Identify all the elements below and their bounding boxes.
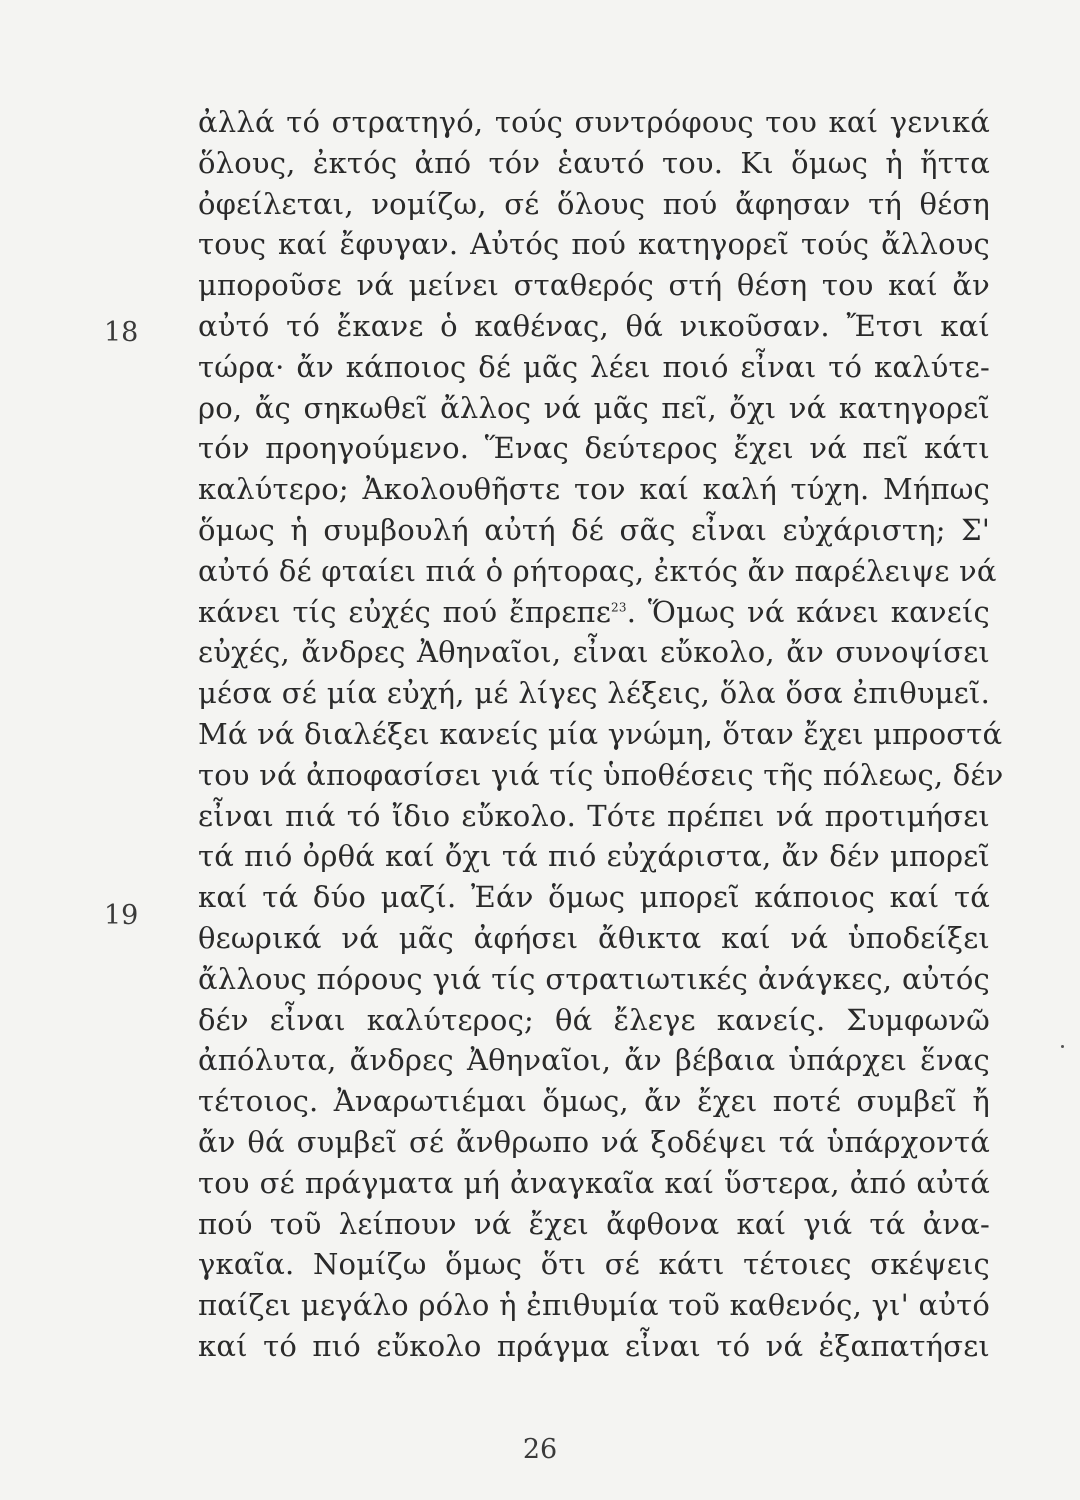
text-line: ὅμως ἡ συμβουλή αὐτή δέ σᾶς εἶναι εὐχάριστη; Σ' [198, 512, 990, 547]
body-text [198, 102, 1004, 1367]
text-line: τόν προηγούμενο. Ἕνας δεύτερος ἔχει νά πεῖ κάτι [198, 431, 990, 466]
text-line: τώρα· ἄν κάποιος δέ μᾶς λέει ποιό εἶναι τό καλύτε- [198, 349, 990, 384]
footnote-marker: 23 [611, 599, 627, 614]
text-line: εἶναι πιά τό ἴδιο εὔκολο. Τότε πρέπει νά προτιμήσει [198, 798, 990, 833]
text-line: μποροῦσε νά μείνει σταθερός στή θέση του καί ἄν [198, 268, 990, 303]
text-line: τους καί ἔφυγαν. Αὐτός πού κατηγορεῖ τούς ἄλλους [198, 227, 990, 262]
text-line: μέσα σέ μία εὐχή, μέ λίγες λέξεις, ὅλα ὅσα ἐπιθυμεῖ. [198, 676, 990, 711]
text-line: γκαῖα. Νομίζω ὅμως ὅτι σέ κάτι τέτοιες σκέψεις [198, 1247, 990, 1282]
section-number-19: 19 [104, 900, 139, 931]
text-line: ὀφείλεται, νομίζω, σέ ὅλους πού ἄφησαν τή θέση [198, 186, 990, 221]
text-line: ἄλλους πόρους γιά τίς στρατιωτικές ἀνάγκες, αὐτός [198, 961, 990, 996]
paper-speck [1061, 1045, 1064, 1048]
text-line: του νά ἀποφασίσει γιά τίς ὑποθέσεις τῆς πόλεως, δέν [198, 757, 1004, 792]
section-number-18: 18 [104, 317, 139, 348]
text-line: αὐτό δέ φταίει πιά ὁ ρήτορας, ἐκτός ἄν παρέλειψε νά [198, 553, 997, 588]
text-line: ὅλους, ἐκτός ἀπό τόν ἑαυτό του. Κι ὅμως ἡ ἥττα [198, 145, 990, 180]
text-line: δέν εἶναι καλύτερος; θά ἔλεγε κανείς. Συμφωνῶ [198, 1002, 990, 1037]
text-line: τέτοιος. Ἀναρωτιέμαι ὅμως, ἄν ἔχει ποτέ συμβεῖ ἤ [198, 1084, 990, 1119]
text-line: του σέ πράγματα μή ἀναγκαῖα καί ὕστερα, ἀπό αὐτά [198, 1165, 990, 1200]
text-line: πού τοῦ λείπουν νά ἔχει ἄφθονα καί γιά τά ἀνα- [198, 1206, 990, 1241]
text-line: κάνει τίς εὐχές πού ἔπρεπε$^{23}$. Ὅμως νά κάνει κανείς [198, 594, 990, 629]
text-line: καλύτερο; Ἀκολουθῆστε τον καί καλή τύχη. Μήπως [198, 472, 990, 507]
text-line: Μά νά διαλέξει κανείς μία γνώμη, ὅταν ἔχει μπροστά [198, 716, 1003, 751]
text-line: ρο, ἄς σηκωθεῖ ἄλλος νά μᾶς πεῖ, ὄχι νά κατηγορεῖ [198, 390, 990, 425]
text-line: ἀπόλυτα, ἄνδρες Ἀθηναῖοι, ἄν βέβαια ὑπάρχει ἕνας [198, 1043, 990, 1078]
text-line: ἄν θά συμβεῖ σέ ἄνθρωπο νά ξοδέψει τά ὑπάρχοντά [198, 1124, 990, 1159]
text-line: αὐτό τό ἔκανε ὁ καθένας, θά νικοῦσαν. Ἔτσι καί [198, 308, 990, 343]
text-line: εὐχές, ἄνδρες Ἀθηναῖοι, εἶναι εὔκολο, ἄν συνοψίσει [198, 635, 990, 670]
text-line: τά πιό ὀρθά καί ὄχι τά πιό εὐχάριστα, ἄν δέν μπορεῖ [198, 839, 990, 874]
text-line: θεωρικά νά μᾶς ἀφήσει ἄθικτα καί νά ὑποδείξει [198, 920, 990, 955]
text-line: παίζει μεγάλο ρόλο ἡ ἐπιθυμία τοῦ καθενός, γι' αὐτό [198, 1288, 990, 1323]
text-line: ἀλλά τό στρατηγό, τούς συντρόφους του καί γενικά [198, 105, 990, 139]
page-number: 26 [522, 1434, 558, 1465]
text-line: καί τά δύο μαζί. Ἐάν ὅμως μπορεῖ κάποιος καί τά [198, 880, 990, 915]
text-line: καί τό πιό εὔκολο πράγμα εἶναι τό νά ἐξαπατήσει [198, 1328, 990, 1363]
